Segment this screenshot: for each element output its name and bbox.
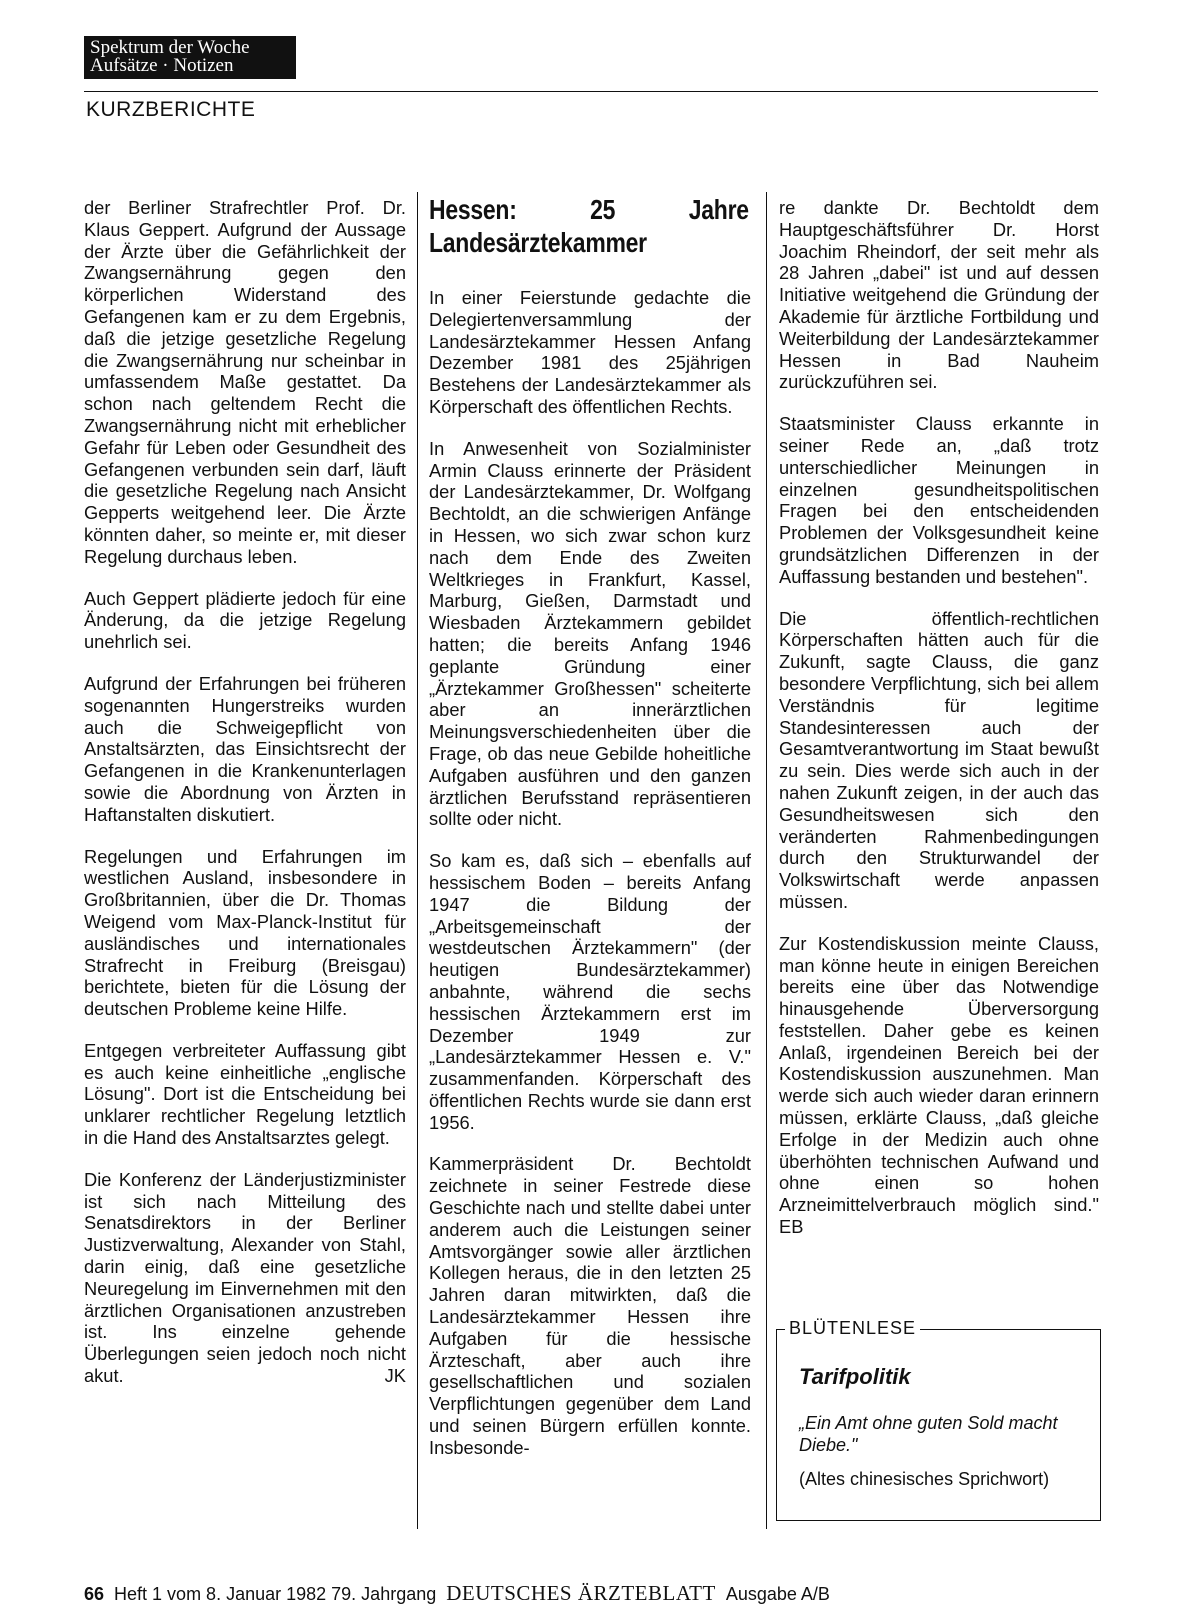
box-title: Tarifpolitik: [799, 1364, 911, 1389]
paragraph-text: Zur Kostendiskussion meinte Clauss, man könne heute in einigen Bereichen bereits eine über das Notwendige hinausgehende Überversorgung feststellen. Daher gebe es keinen Anlaß, irgendeinen Bereich bei der Kostendiskussion auszunehmen. Man werde sich auch wieder daran erinnern müssen, erklärte Clauss, „daß gleiche Erfolge in der Medizin auch ohne überhöhten technischen Aufwand und ohne einen so hohen Arzneimittelverbrauch möglich sind.": [779, 932, 1099, 1216]
edition: Ausgabe A/B: [725, 1584, 830, 1604]
issue-info: Heft 1 vom 8. Januar 1982 79. Jahrgang: [114, 1584, 437, 1604]
page-footer: [84, 1581, 830, 1606]
paragraph: Auch Geppert plädierte jedoch für eine Änderung, da die jetzige Regelung unehrlich sei.: [84, 587, 406, 653]
section-title: KURZBERICHTE: [86, 98, 256, 121]
paragraph: Staatsminister Clauss erkannte in seiner Rede an, „daß trotz unterschiedlicher Meinungen in einzelnen gesundheitspolitischen Fragen bei den entscheidenden Problemen der Volksgesundheit keine grundsätzlichen Differenzen in der Auffassung bestanden und bestehen".: [779, 413, 1099, 587]
box-label: BLÜTENLESE: [785, 1318, 920, 1339]
author-initials: JK: [384, 1365, 406, 1387]
column-divider: [417, 192, 418, 1529]
paragraph: Regelungen und Erfahrungen im westlichen Ausland, insbesondere in Großbritannien, über die Dr. Thomas Weigend vom Max-Planck-Institut für ausländisches und internationales Strafrecht in Freiburg (Breisgau) berichtete, bieten für die Lösung der deutschen Probleme keine Hilfe.: [84, 845, 406, 1020]
column-left: [84, 197, 406, 1387]
paragraph-text: Die Konferenz der Länderjustizminister ist sich nach Mitteilung des Senatsdirektors in der Berliner Justizverwaltung, Alexander von Stahl, darin einig, daß eine gesetzliche Neuregelung im Einvernehmen mit den ärztlichen Organisationen anzustreben ist. Ins einzelne gehende Überlegungen seien jedoch noch nicht akut.: [84, 1168, 406, 1387]
paragraph: re dankte Dr. Bechtoldt dem Hauptgeschäftsführer Dr. Horst Joachim Rheindorf, der seit mehr als 28 Jahren „dabei" ist und auf dessen Initiative weitgehend die Gründung der Akademie für ärztliche Fortbildung und Weiterbildung der Landesärztekammer Hessen in Bad Nauheim zurückzuführen sei.: [779, 197, 1099, 393]
paragraph: Kammerpräsident Dr. Bechtoldt zeichnete in seiner Festrede diese Geschichte nach und stellte dabei unter anderem auch die Leistungen seiner Amtsvorgänger sowie aller ärztlichen Kollegen heraus, die in den letzten 25 Jahren daran mitwirkten, daß die Landesärztekammer Hessen ihre Aufgaben für die hessische Ärzteschaft, aber auch ihre gesellschaftlichen und sozialen Verpflichtungen gegenüber dem Land und seinen Bürgern erfüllen konnte. Insbesonde-: [429, 1153, 751, 1458]
paragraph: Entgegen verbreiteter Auffassung gibt es auch keine einheitliche „englische Lösung". Dort ist die Entscheidung bei unklarer rechtlicher Regelung letztlich in die Hand des Anstaltsarztes gelegt.: [84, 1039, 406, 1149]
paragraph: Die öffentlich-rechtlichen Körperschaften hätten auch für die Zukunft, sagte Clauss, die ganz besondere Verpflichtung, sich bei allem Verständnis für legitime Standesinteressen auch der Gesamtverantwortung im Staat bewußt zu sein. Dies werde sich auch in der nahen Zukunft zeigen, in der auch das Gesundheitswesen sich den veränderten Rahmenbedingungen durch den Strukturwandel der Volkswirtschaft werde anpassen müssen.: [779, 607, 1099, 912]
paragraph: [779, 933, 1099, 1238]
bluetenlese-box: [776, 1318, 1101, 1521]
paragraph: In einer Feierstunde gedachte die Delegiertenversammlung der Landesärztekammer Hessen Anfang Dezember 1981 des 25jährigen Bestehens der Landesärztekammer als Körperschaft des öffentlichen Rechts.: [429, 287, 751, 417]
magazine-name: DEUTSCHES ÄRZTEBLATT: [446, 1581, 716, 1605]
paragraph: der Berliner Strafrechtler Prof. Dr. Klaus Geppert. Aufgrund der Aussage der Ärzte über die Gefährlichkeit der Zwangsernährung gegen den körperlichen Widerstand des Gefangenen kam er zu dem Ergebnis, daß die jetzige gesetzliche Regelung die Zwangsernährung nur scheinbar in umfassendem Maße gestattet. Da schon nach geltendem Recht die Zwangsernährung nicht mit erheblicher Gefahr für Leben oder Gesundheit des Gefangenen verbunden sein darf, läuft die gesetzliche Regelung nach Ansicht Gepperts weitgehend leer. Die Ärzte könnten daher, so meinte er, mit dieser Regelung durchaus leben.: [84, 197, 406, 567]
column-middle: [429, 194, 751, 1459]
section-badge: [84, 36, 296, 79]
paragraph: [84, 1169, 406, 1387]
paragraph: So kam es, daß sich – ebenfalls auf hessischem Boden – bereits Anfang 1947 die Bildung der „Arbeitsgemeinschaft der westdeutschen Ärztekammern" (der heutigen Bundesärztekammer) anbahnte, während die sechs hessischen Ärztekammern erst im Dezember 1949 zur „Landesärztekammer Hessen e. V." zusammenfanden. Körperschaft des öffentlichen Rechts wurde sie dann erst 1956.: [429, 850, 751, 1133]
section-badge-line2: Aufsätze · Notizen: [90, 55, 234, 76]
column-divider: [766, 192, 767, 1529]
paragraph: In Anwesenheit von Sozialminister Armin Clauss erinnerte der Präsident der Landesärztekammer, Dr. Wolfgang Bechtoldt, an die schwierigen Anfänge in Hessen, wo sich zwar schon kurz nach dem Ende des Zweiten Weltkrieges in Frankfurt, Kassel, Marburg, Gießen, Darmstadt und Wiesbaden Ärztekammern gebildet hatten; die bereits Anfang 1946 geplante Gründung einer „Ärztekammer Großhessen" scheiterte aber an innerärztlichen Meinungsverschiedenheiten über die Frage, ob das neue Gebilde hoheitliche Aufgaben ausführen und den ganzen ärztlichen Berufsstand repräsentieren sollte oder nicht.: [429, 437, 751, 830]
box-source: (Altes chinesisches Sprichwort): [799, 1469, 1050, 1489]
author-initials: EB: [779, 1216, 804, 1238]
column-right: [779, 197, 1099, 1238]
page-number: 66: [84, 1584, 105, 1604]
section-badge-line1: Spektrum der Woche: [90, 37, 250, 58]
paragraph: Aufgrund der Erfahrungen bei früheren sogenannten Hungerstreiks wurden auch die Schweigepflicht von Anstaltsärzten, das Einsichtsrecht der Gefangenen in die Krankenunterlagen sowie die Abordnung von Ärzten in Haftanstalten diskutiert.: [84, 672, 406, 825]
header-rule: [84, 91, 1098, 92]
article-headline: Hessen: 25 Jahre Landesärztekammer: [429, 194, 749, 258]
box-quote: „Ein Amt ohne guten Sold macht Diebe.": [799, 1413, 1058, 1455]
